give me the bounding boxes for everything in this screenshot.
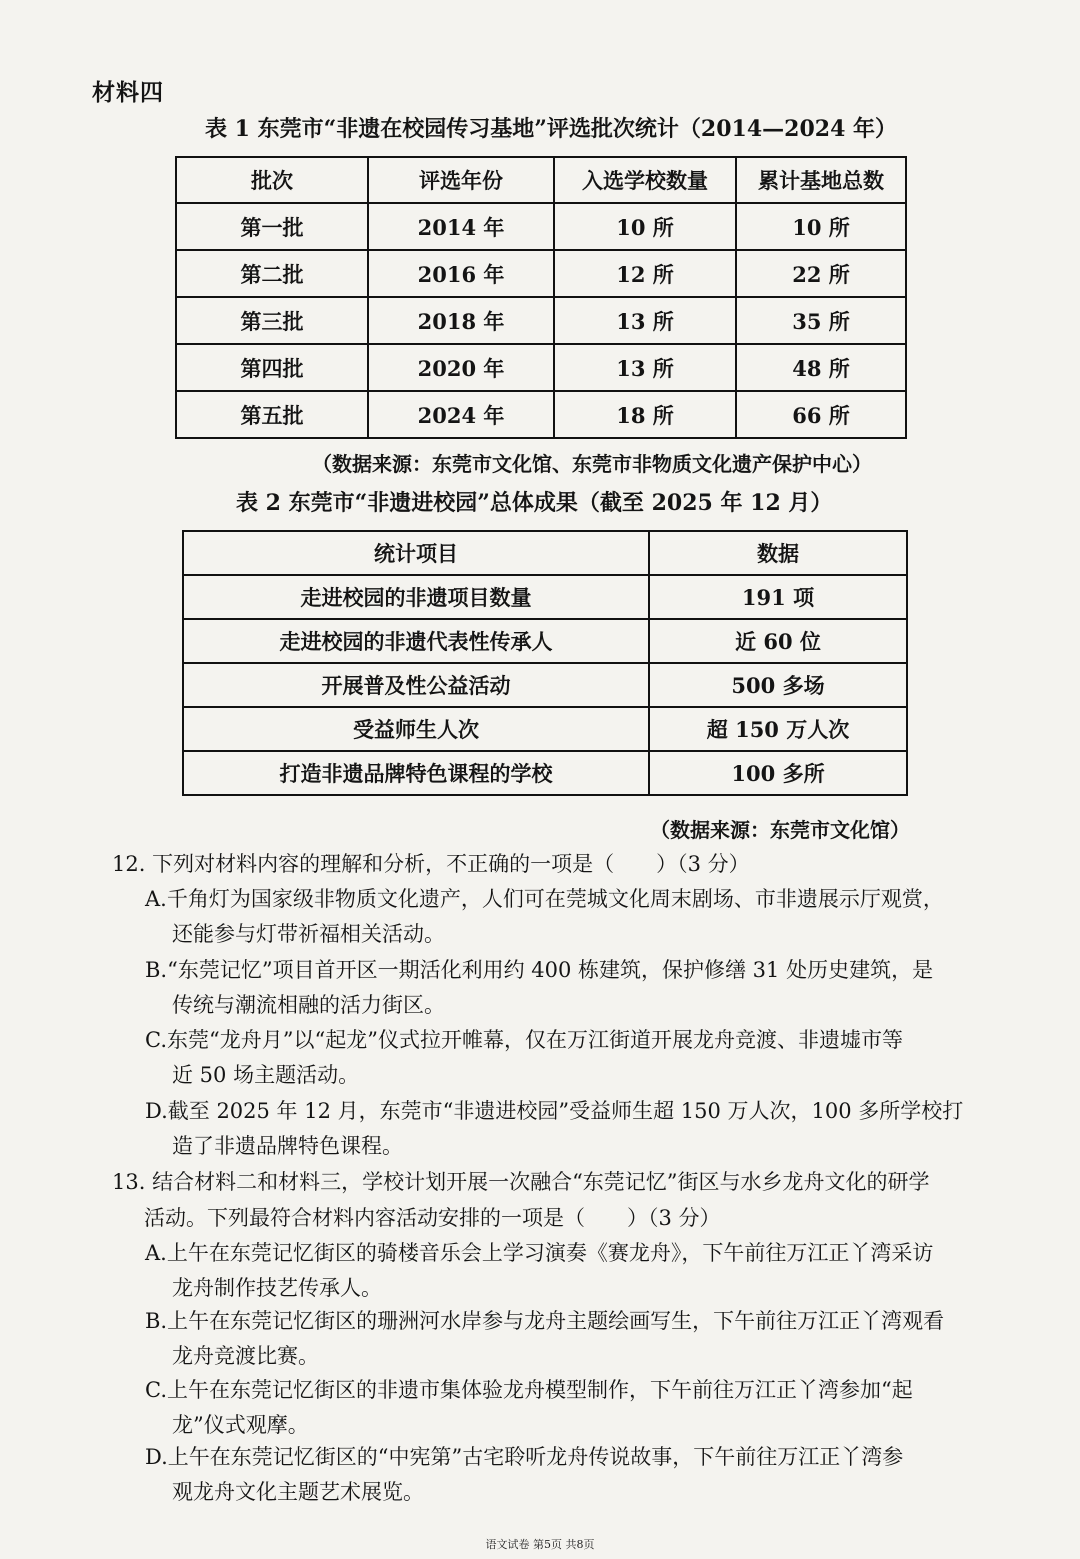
table-cell: 第四批 [176, 344, 368, 391]
option-text-line2: 造了非遗品牌特色课程。 [172, 1134, 403, 1158]
question-12-option-c[interactable] [145, 1023, 985, 1093]
table-cell: 100 多所 [649, 751, 907, 795]
table-cell: 2024 年 [368, 391, 554, 438]
question-13-option-d[interactable] [145, 1440, 985, 1510]
table1-caption: 表 1 东莞市“非遗在校园传习基地”评选批次统计（2014—2024 年） [205, 116, 898, 142]
table-cell: 191 项 [649, 575, 907, 619]
question-13-option-a[interactable] [145, 1236, 985, 1306]
option-letter: D. [145, 1445, 168, 1469]
page-footer: 语文试卷 第5页 共8页 [485, 1538, 595, 1551]
option-letter: B. [145, 1309, 168, 1333]
option-text-line1: 上午在东莞记忆街区的珊洲河水岸参与龙舟主题绘画写生，下午前往万江正丫湾观看 [167, 1309, 945, 1333]
option-letter: A. [145, 887, 167, 911]
table1 [175, 156, 907, 439]
table-cell: 近 60 位 [649, 619, 907, 663]
table-cell: 22 所 [736, 250, 906, 297]
table-cell: 10 所 [554, 203, 736, 250]
option-text-line2: 龙舟竞渡比赛。 [172, 1344, 319, 1368]
option-text-line1: 东莞“龙舟月”以“起龙”仪式拉开帷幕，仅在万江街道开展龙舟竞渡、非遗墟市等 [167, 1028, 903, 1052]
table-cell: 第一批 [176, 203, 368, 250]
question-13-option-b[interactable] [145, 1304, 985, 1374]
table-cell: 第五批 [176, 391, 368, 438]
table2-caption: 表 2 东莞市“非遗进校园”总体成果（截至 2025 年 12 月） [236, 490, 833, 516]
table-cell: 2014 年 [368, 203, 554, 250]
table-cell: 第三批 [176, 297, 368, 344]
option-text-line2: 龙”仪式观摩。 [172, 1413, 309, 1437]
table2-header-row [183, 531, 907, 575]
question-12-stem: 12. 下列对材料内容的理解和分析，不正确的一项是（ ）（3 分） [112, 852, 750, 876]
table-cell: 超 150 万人次 [649, 707, 907, 751]
option-text-line2: 还能参与灯带祈福相关活动。 [172, 922, 445, 946]
table-cell: 打造非遗品牌特色课程的学校 [183, 751, 649, 795]
table1-header-cell: 批次 [176, 157, 368, 203]
table-row [183, 575, 907, 619]
table2-header-cell: 统计项目 [183, 531, 649, 575]
table-cell: 18 所 [554, 391, 736, 438]
table-cell: 10 所 [736, 203, 906, 250]
question-13-stem [112, 1164, 992, 1236]
table-cell: 500 多场 [649, 663, 907, 707]
question-13-option-c[interactable] [145, 1373, 985, 1443]
table-row [176, 391, 906, 438]
table-cell: 2016 年 [368, 250, 554, 297]
table-cell: 开展普及性公益活动 [183, 663, 649, 707]
option-text-line2: 传统与潮流相融的活力街区。 [172, 993, 445, 1017]
table2-header-cell: 数据 [649, 531, 907, 575]
table2 [182, 530, 908, 796]
table-row [183, 707, 907, 751]
option-letter: C. [145, 1028, 167, 1052]
table-cell: 走进校园的非遗项目数量 [183, 575, 649, 619]
table1-header-cell: 入选学校数量 [554, 157, 736, 203]
table-row [183, 663, 907, 707]
table-cell: 48 所 [736, 344, 906, 391]
table-row [176, 250, 906, 297]
table-cell: 受益师生人次 [183, 707, 649, 751]
table2-source: （数据来源：东莞市文化馆） [650, 818, 910, 842]
option-letter: A. [145, 1241, 167, 1265]
question-13-stem-line2: 活动。下列最符合材料内容活动安排的一项是（ ）（3 分） [144, 1206, 721, 1230]
option-text-line1: “东莞记忆”项目首开区一期活化利用约 400 栋建筑，保护修缮 31 处历史建筑，是 [167, 958, 934, 982]
table1-header-row [176, 157, 906, 203]
table-cell: 2018 年 [368, 297, 554, 344]
table-cell: 第二批 [176, 250, 368, 297]
table-cell: 35 所 [736, 297, 906, 344]
option-letter: C. [145, 1378, 167, 1402]
option-text-line1: 上午在东莞记忆街区的骑楼音乐会上学习演奏《赛龙舟》，下午前往万江正丫湾采访 [166, 1241, 934, 1265]
option-text-line1: 千角灯为国家级非物质文化遗产，人们可在莞城文化周末剧场、市非遗展示厅观赏， [166, 887, 944, 911]
table-row [176, 203, 906, 250]
table1-source: （数据来源：东莞市文化馆、东莞市非物质文化遗产保护中心） [312, 452, 872, 476]
question-12-option-b[interactable] [145, 953, 985, 1023]
table-cell: 13 所 [554, 297, 736, 344]
table-cell: 2020 年 [368, 344, 554, 391]
option-letter: B. [145, 958, 168, 982]
table-row [183, 619, 907, 663]
table-row [183, 751, 907, 795]
option-text-line2: 龙舟制作技艺传承人。 [172, 1276, 382, 1300]
option-letter: D. [145, 1099, 168, 1123]
section-title: 材料四 [92, 79, 164, 106]
option-text-line1: 上午在东莞记忆街区的非遗市集体验龙舟模型制作，下午前往万江正丫湾参加“起 [167, 1378, 913, 1402]
question-13-stem-line1: 13. 结合材料二和材料三，学校计划开展一次融合“东莞记忆”街区与水乡龙舟文化的研学 [112, 1170, 930, 1194]
option-text-line1: 截至 2025 年 12 月，东莞市“非遗进校园”受益师生超 150 万人次，100 多所学校打 [167, 1099, 964, 1123]
table-cell: 13 所 [554, 344, 736, 391]
table1-header-cell: 评选年份 [368, 157, 554, 203]
table1-header-cell: 累计基地总数 [736, 157, 906, 203]
question-12-option-a[interactable] [145, 882, 985, 952]
question-12-option-d[interactable] [145, 1094, 985, 1164]
option-text-line1: 上午在东莞记忆街区的“中宪第”古宅聆听龙舟传说故事，下午前往万江正丫湾参 [167, 1445, 904, 1469]
table-cell: 66 所 [736, 391, 906, 438]
table-cell: 12 所 [554, 250, 736, 297]
option-text-line2: 观龙舟文化主题艺术展览。 [172, 1480, 424, 1504]
table-row [176, 297, 906, 344]
option-text-line2: 近 50 场主题活动。 [172, 1063, 360, 1087]
table-row [176, 344, 906, 391]
table-cell: 走进校园的非遗代表性传承人 [183, 619, 649, 663]
